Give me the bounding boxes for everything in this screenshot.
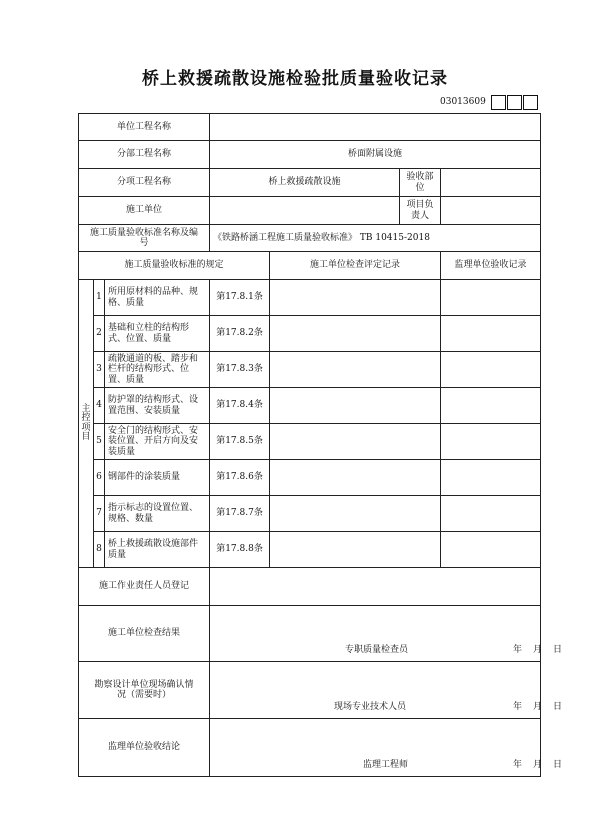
item-clause: 第17.8.4条 [210, 388, 270, 424]
table-row [79, 352, 541, 388]
inspection-form [78, 113, 563, 777]
row-unit-project [79, 114, 541, 141]
item-clause: 第17.8.8条 [210, 532, 270, 568]
table-row [79, 316, 541, 352]
item-description: 指示标志的设置位置、规格、数量 [105, 496, 210, 532]
item-contractor-record[interactable] [270, 388, 441, 424]
standard-label: 施工质量验收标准名称及编号 [79, 225, 210, 252]
item-description: 疏散通道的板、踏步和栏杆的结构形式、位置、质量 [105, 352, 210, 388]
row-subitem [79, 169, 541, 197]
table-row [79, 388, 541, 424]
form-code: 03013609 [440, 97, 486, 107]
supervisor-label: 监理单位验收结论 [79, 719, 210, 777]
standard-value: 《铁路桥涵工程施工质量验收标准》 TB 10415-2018 [210, 225, 541, 252]
table-row [79, 280, 541, 316]
acceptance-part-label: 验收部位 [400, 169, 441, 197]
design-value[interactable] [210, 662, 563, 719]
design-signer: 现场专业技术人员 [334, 701, 407, 712]
item-supervisor-record[interactable] [441, 496, 541, 532]
item-description: 基础和立柱的结构形式、位置、质量 [105, 316, 210, 352]
item-description: 所用原材料的品种、规格、质量 [105, 280, 210, 316]
worker-label: 施工作业责任人员登记 [79, 568, 210, 606]
contractor-result-signer: 专职质量检查员 [345, 644, 409, 655]
contractor-result-value[interactable] [210, 606, 563, 662]
contractor-record-header: 施工单位检查评定记录 [270, 252, 441, 280]
project-manager-value[interactable] [441, 197, 541, 225]
item-supervisor-record[interactable] [441, 532, 541, 568]
item-supervisor-record[interactable] [441, 316, 541, 352]
item-supervisor-record[interactable] [441, 352, 541, 388]
date-day-label: 日 [553, 644, 563, 655]
subitem-label: 分项工程名称 [79, 169, 210, 197]
date-month-label: 月 [533, 644, 543, 655]
item-number: 4 [94, 388, 105, 424]
item-clause: 第17.8.6条 [210, 460, 270, 496]
item-description: 钢部件的涂装质量 [105, 460, 210, 496]
unit-project-label: 单位工程名称 [79, 114, 210, 141]
contractor-label: 施工单位 [79, 197, 210, 225]
item-supervisor-record[interactable] [441, 280, 541, 316]
table-row [79, 424, 541, 460]
supervisor-value[interactable] [210, 719, 563, 777]
column-header-row [79, 252, 541, 280]
table-row [79, 496, 541, 532]
item-supervisor-record[interactable] [441, 424, 541, 460]
row-contractor [79, 197, 541, 225]
item-clause: 第17.8.1条 [210, 280, 270, 316]
row-worker-registration [79, 568, 541, 606]
supervisor-signer: 监理工程师 [363, 759, 409, 770]
item-contractor-record[interactable] [270, 460, 441, 496]
table-row [79, 460, 541, 496]
item-number: 6 [94, 460, 105, 496]
item-description: 桥上救援疏散设施部件质量 [105, 532, 210, 568]
date-year-label: 年 [513, 644, 523, 655]
item-supervisor-record[interactable] [441, 460, 541, 496]
item-contractor-record[interactable] [270, 352, 441, 388]
division-value[interactable]: 桥面附属设施 [210, 141, 541, 169]
item-clause: 第17.8.3条 [210, 352, 270, 388]
row-supervisor-conclusion [79, 719, 541, 777]
date-month-label: 月 [533, 759, 543, 770]
table-row [79, 532, 541, 568]
worker-value[interactable] [210, 568, 541, 606]
main-control-label: 主控项目 [79, 280, 94, 568]
date-year-label: 年 [513, 759, 523, 770]
item-contractor-record[interactable] [270, 316, 441, 352]
acceptance-part-value[interactable] [441, 169, 541, 197]
item-contractor-record[interactable] [270, 280, 441, 316]
code-box-2[interactable] [507, 95, 522, 110]
item-number: 5 [94, 424, 105, 460]
row-standard [79, 225, 541, 252]
division-label: 分部工程名称 [79, 141, 210, 169]
item-number: 8 [94, 532, 105, 568]
item-clause: 第17.8.5条 [210, 424, 270, 460]
unit-project-value[interactable] [210, 114, 541, 141]
rules-header: 施工质量验收标准的规定 [79, 252, 270, 280]
item-supervisor-record[interactable] [441, 388, 541, 424]
item-number: 3 [94, 352, 105, 388]
date-day-label: 日 [553, 759, 563, 770]
contractor-value[interactable] [210, 197, 400, 225]
code-box-3[interactable] [523, 95, 538, 110]
subitem-value[interactable]: 桥上救援疏散设施 [210, 169, 400, 197]
item-clause: 第17.8.7条 [210, 496, 270, 532]
item-number: 1 [94, 280, 105, 316]
code-box-1[interactable] [491, 95, 506, 110]
item-number: 7 [94, 496, 105, 532]
item-contractor-record[interactable] [270, 496, 441, 532]
row-division [79, 141, 541, 169]
item-contractor-record[interactable] [270, 532, 441, 568]
project-manager-label: 项目负责人 [400, 197, 441, 225]
supervisor-record-header: 监理单位验收记录 [441, 252, 541, 280]
item-contractor-record[interactable] [270, 424, 441, 460]
item-description: 安全门的结构形式、安装位置、开启方向及安装质量 [105, 424, 210, 460]
date-day-label: 日 [553, 701, 563, 712]
page-title: 桥上救援疏散设施检验批质量验收记录 [142, 69, 448, 89]
row-contractor-result [79, 606, 541, 662]
item-number: 2 [94, 316, 105, 352]
item-description: 防护罩的结构形式、设置范围、安装质量 [105, 388, 210, 424]
row-design-confirmation [79, 662, 541, 719]
contractor-result-label: 施工单位检查结果 [79, 606, 210, 662]
date-month-label: 月 [533, 701, 543, 712]
form-code-area [440, 94, 538, 110]
date-year-label: 年 [513, 701, 523, 712]
item-clause: 第17.8.2条 [210, 316, 270, 352]
design-label: 勘察设计单位现场确认情况（需要时） [79, 662, 210, 719]
